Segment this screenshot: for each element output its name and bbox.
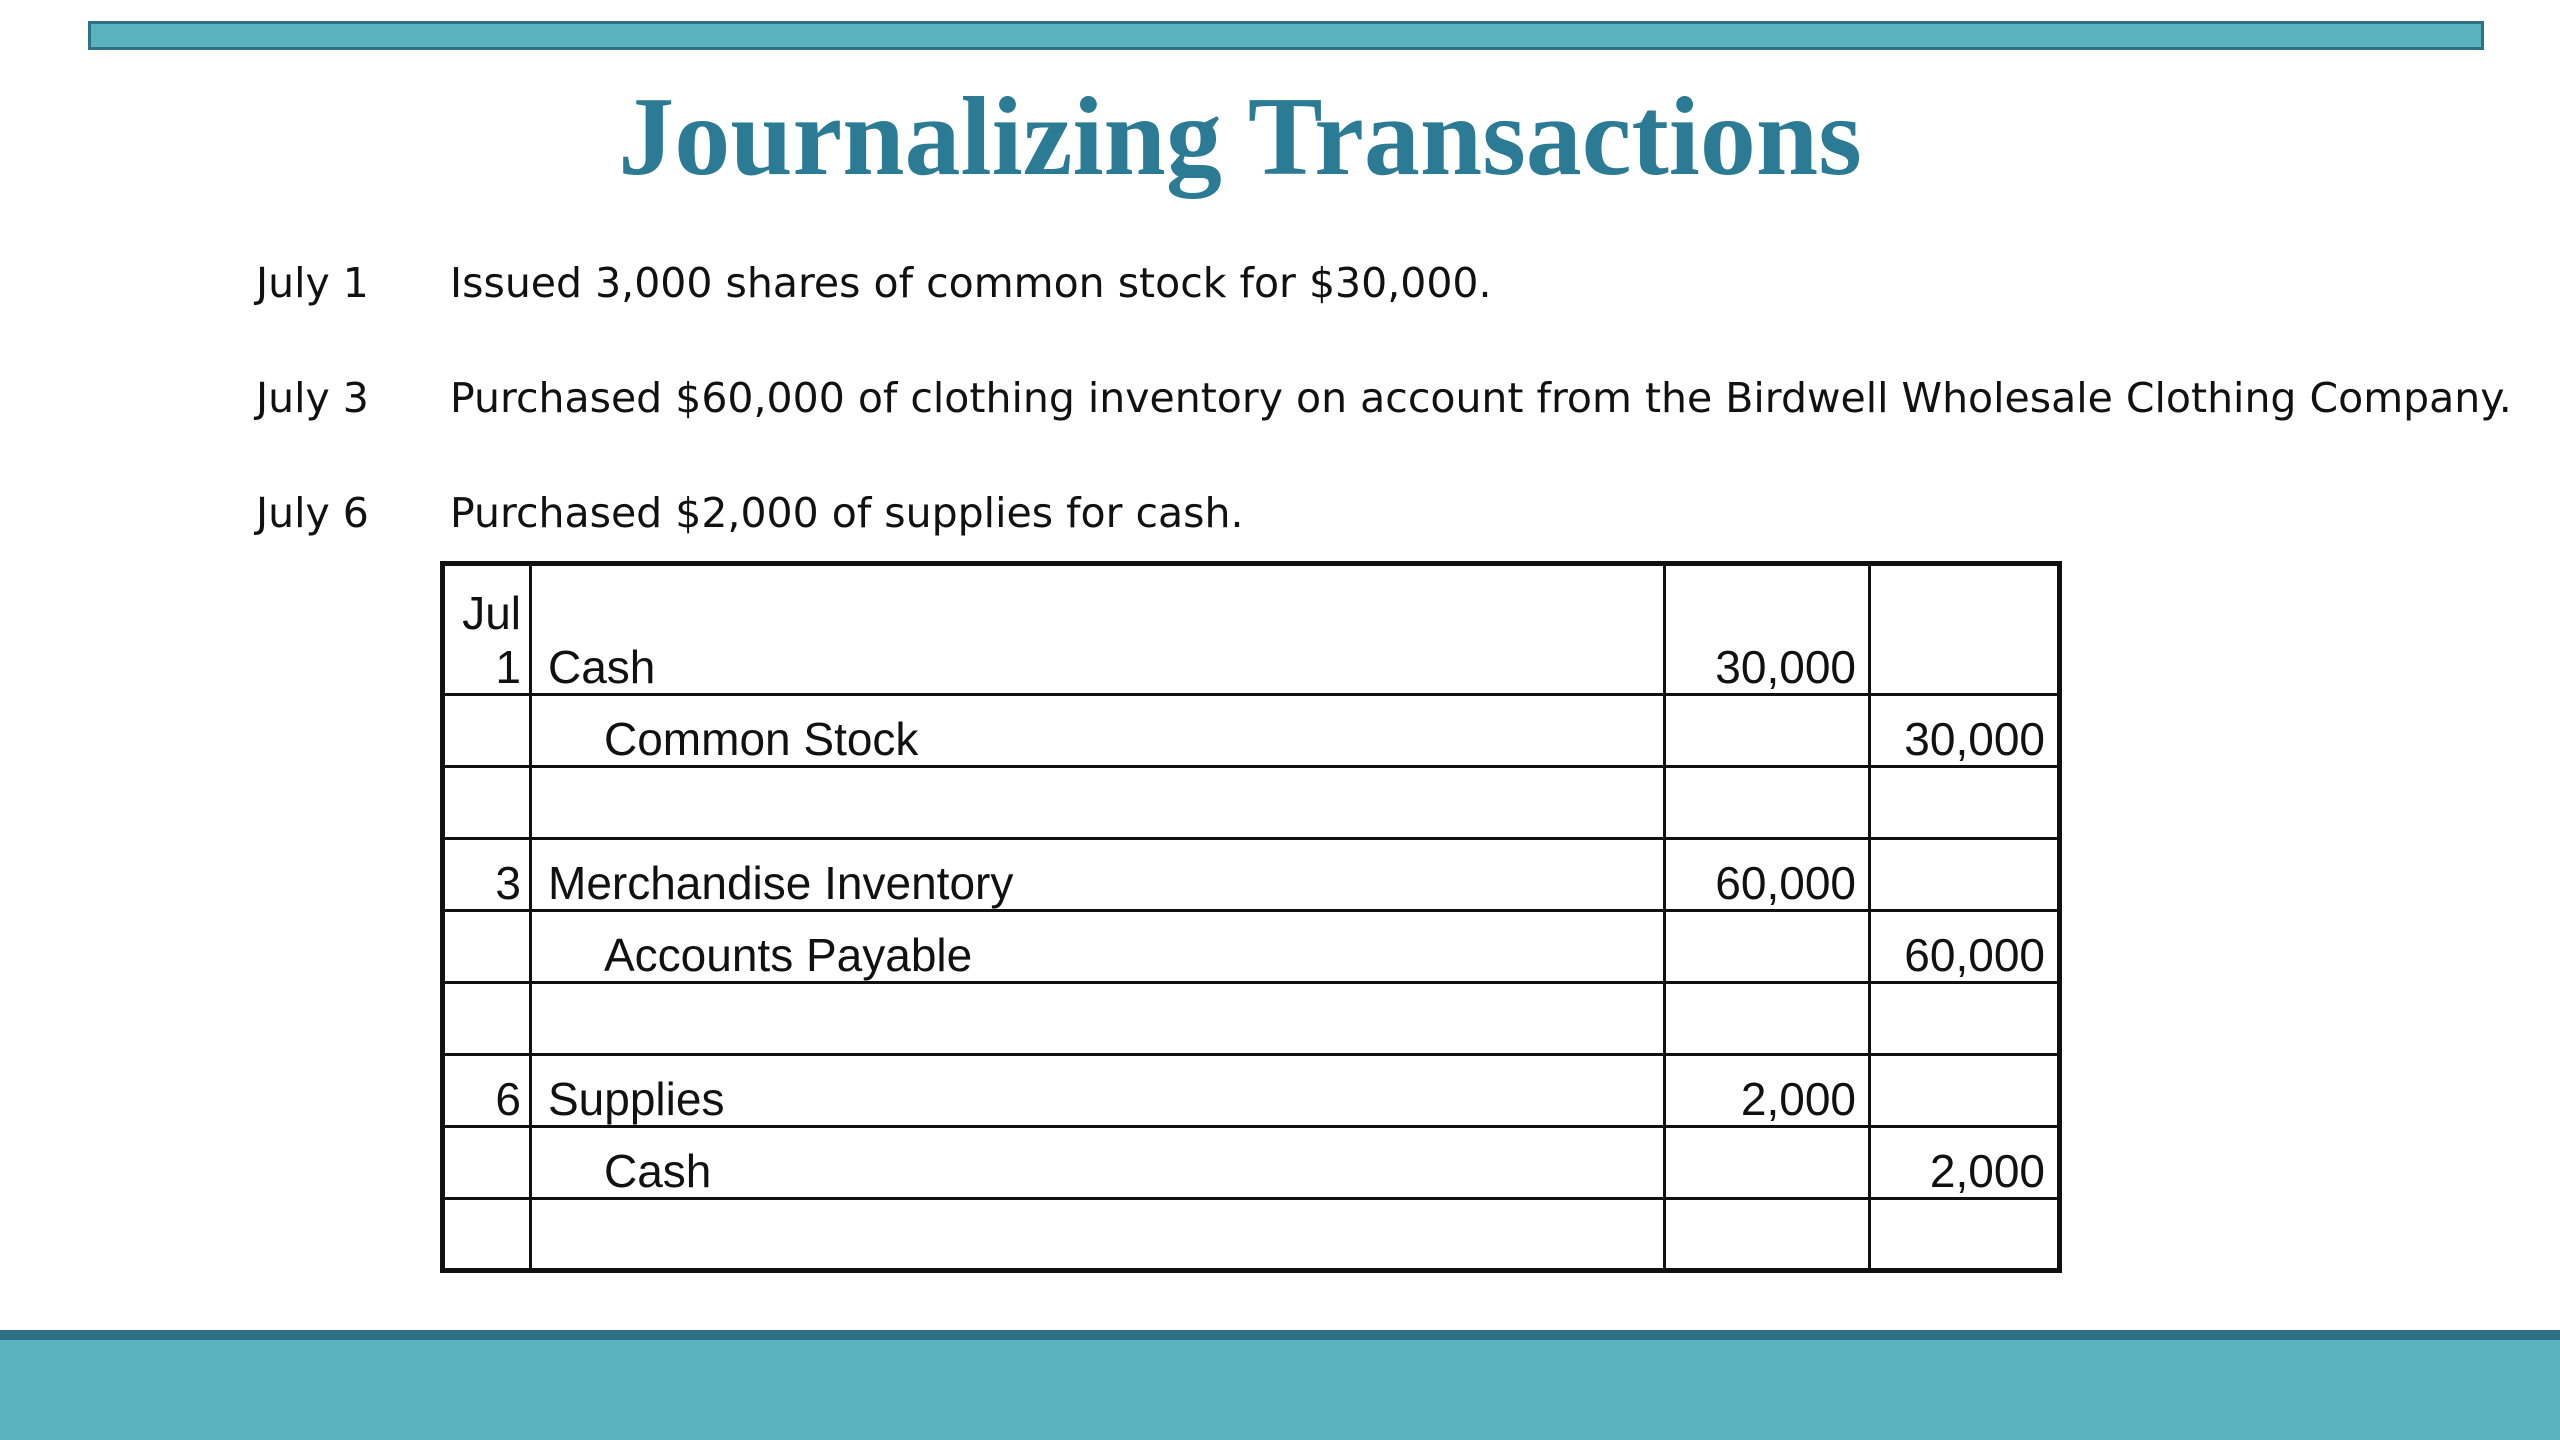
- journal-day: [443, 695, 531, 767]
- transaction-date: July 3: [256, 374, 369, 422]
- journal-debit: [1665, 911, 1870, 983]
- journal-credit: [1870, 1055, 2060, 1127]
- transaction-description: Issued 3,000 shares of common stock for $30,000.: [450, 259, 1492, 307]
- journal-account: Supplies: [531, 1055, 1665, 1127]
- slide-title: Journalizing Transactions: [618, 75, 1862, 199]
- top-accent-bar: [88, 21, 2484, 50]
- journal-month: Jul: [462, 587, 521, 639]
- journal-day: 1: [495, 641, 521, 693]
- journal-row: [443, 1199, 2060, 1271]
- journal-credit: 60,000: [1870, 911, 2060, 983]
- journal-account: Merchandise Inventory: [531, 839, 1665, 911]
- journal-credit: [1870, 839, 2060, 911]
- journal-debit: [1665, 767, 1870, 839]
- journal-account: Cash: [531, 564, 1665, 695]
- journal-row: [443, 911, 2060, 983]
- journal-date-cell: [443, 564, 531, 695]
- journal-row: [443, 695, 2060, 767]
- journal-row: [443, 564, 2060, 695]
- journal-table: [440, 561, 2062, 1273]
- journal-credit: [1870, 1199, 2060, 1271]
- transaction-description: Purchased $2,000 of supplies for cash.: [450, 489, 1244, 537]
- journal-credit: [1870, 983, 2060, 1055]
- transaction-date: July 1: [256, 259, 369, 307]
- bottom-accent-bar: [0, 1330, 2560, 1440]
- journal-row: [443, 767, 2060, 839]
- journal-debit: 2,000: [1665, 1055, 1870, 1127]
- journal-credit: [1870, 564, 2060, 695]
- journal-debit: 30,000: [1665, 564, 1870, 695]
- journal-account: Accounts Payable: [531, 911, 1665, 983]
- journal-debit: [1665, 1199, 1870, 1271]
- transaction-description: Purchased $60,000 of clothing inventory on account from the Birdwell Wholesale Clothing Company.: [450, 374, 2512, 422]
- journal-row: [443, 839, 2060, 911]
- journal-account: [531, 767, 1665, 839]
- journal-day: [443, 1127, 531, 1199]
- transaction-date: July 6: [256, 489, 369, 537]
- journal-credit: 2,000: [1870, 1127, 2060, 1199]
- journal-row: [443, 1127, 2060, 1199]
- journal-debit: 60,000: [1665, 839, 1870, 911]
- journal-credit: 30,000: [1870, 695, 2060, 767]
- journal-day: [443, 1199, 531, 1271]
- journal-day: 6: [443, 1055, 531, 1127]
- journal-account: Cash: [531, 1127, 1665, 1199]
- journal-debit: [1665, 983, 1870, 1055]
- journal-debit: [1665, 1127, 1870, 1199]
- journal-day: [443, 911, 531, 983]
- journal-account: [531, 1199, 1665, 1271]
- journal-credit: [1870, 767, 2060, 839]
- journal-row: [443, 983, 2060, 1055]
- journal-day: [443, 767, 531, 839]
- journal-row: [443, 1055, 2060, 1127]
- journal-day: 3: [443, 839, 531, 911]
- journal-account: [531, 983, 1665, 1055]
- journal-debit: [1665, 695, 1870, 767]
- journal-day: [443, 983, 531, 1055]
- journal-account: Common Stock: [531, 695, 1665, 767]
